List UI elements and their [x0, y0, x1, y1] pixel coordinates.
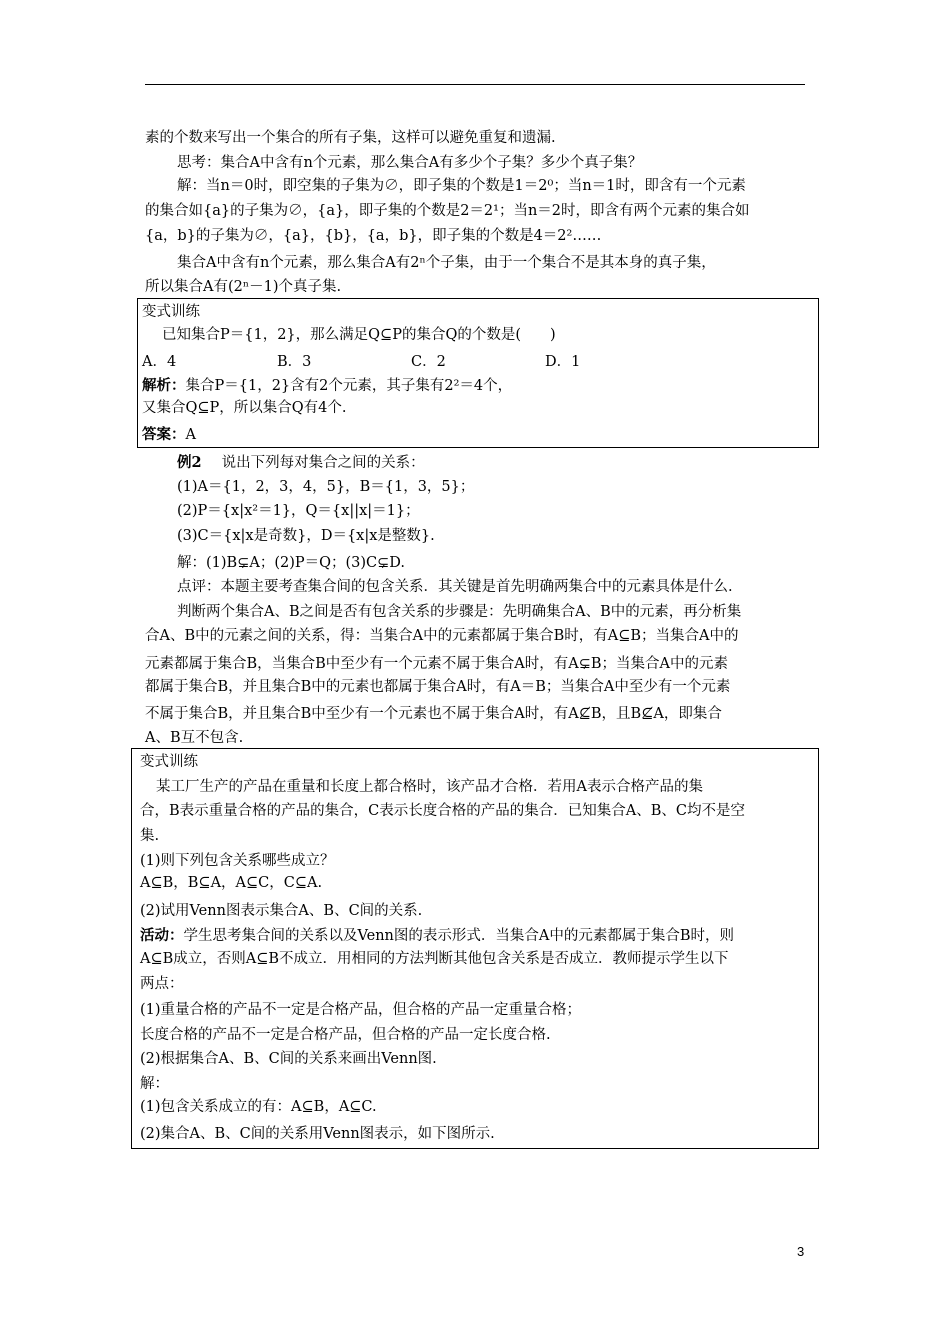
solution-line: (2)集合A、B、C间的关系用Venn图表示，如下图所示. — [140, 1126, 495, 1142]
problem-line: 集. — [140, 828, 160, 844]
analysis-line — [142, 376, 512, 396]
step-line: 不属于集合B，并且集合B中至少有一个元素也不属于集合A时，有A⊈B，且B⊈A，即集合 — [145, 706, 722, 722]
step-line: 合A、B中的元素之间的关系，得：当集合A中的元素都属于集合B时，有A⊆B；当集合A中的 — [145, 628, 739, 644]
option-b: B．3 — [277, 354, 312, 370]
example-item: (2)P＝{x|x²＝1}，Q＝{x||x|＝1}； — [177, 503, 420, 519]
question: 已知集合P＝{1，2}，那么满足Q⊆P的集合Q的个数是( ) — [162, 327, 556, 343]
header-rule — [145, 84, 805, 85]
step-line: A、B互不包含. — [145, 730, 244, 746]
point-line: (1)重量合格的产品不一定是合格产品，但合格的产品一定重量合格； — [140, 1002, 582, 1018]
example-solution: 解：(1)B⊊A；(2)P＝Q；(3)C⊊D. — [177, 555, 405, 571]
point-line: 长度合格的产品不一定是合格产品，但合格的产品一定长度合格. — [140, 1027, 551, 1043]
page-number: 3 — [797, 1244, 805, 1259]
example-comment: 点评：本题主要考查集合间的包含关系．其关键是首先明确两集合中的元素具体是什么. — [177, 579, 733, 595]
option-d: D．1 — [545, 354, 581, 370]
step-line: 判断两个集合A、B之间是否有包含关系的步骤是：先明确集合A、B中的元素，再分析集 — [177, 604, 742, 620]
option-c: C．2 — [411, 354, 446, 370]
activity-line: A⊆B成立，否则A⊆B不成立．用相同的方法判断其他包含关系是否成立．教师提示学生以下 — [140, 951, 729, 967]
text-line: 的集合如{a}的子集为∅，{a}，即子集的个数是2＝2¹；当n＝2时，即含有两个元素的集合如 — [145, 203, 750, 219]
question-2: (2)试用Venn图表示集合A、B、C间的关系. — [140, 903, 423, 919]
point-line: (2)根据集合A、B、C间的关系来画出Venn图. — [140, 1051, 437, 1067]
answer-text: A — [185, 427, 196, 443]
activity-line: 两点： — [140, 976, 184, 992]
box-title: 变式训练 — [140, 754, 198, 770]
solution-line: (1)包含关系成立的有：A⊆B，A⊆C. — [140, 1099, 377, 1115]
example-item: (3)C＝{x|x是奇数}，D＝{x|x是整数}. — [177, 528, 435, 544]
example-heading — [177, 453, 425, 473]
activity-line — [140, 926, 734, 946]
analysis-line-2: 又集合Q⊆P，所以集合Q有4个. — [142, 400, 347, 416]
step-line: 都属于集合B，并且集合B中的元素也都属于集合A时，有A＝B；当集合A中至少有一个元素 — [145, 679, 731, 695]
question-1-options: A⊆B，B⊆A，A⊆C，C⊆A. — [140, 875, 323, 891]
question-1: (1)则下列包含关系哪些成立？ — [140, 853, 335, 869]
exercise-box-1 — [137, 298, 819, 448]
text-line: 所以集合A有(2ⁿ－1)个真子集. — [145, 279, 342, 295]
text-line: 集合A中含有n个元素，那么集合A有2ⁿ个子集，由于一个集合不是其本身的真子集， — [177, 255, 716, 271]
activity-text: 学生思考集合间的关系以及Venn图的表示形式．当集合A中的元素都属于集合B时，则 — [183, 928, 735, 944]
box-title: 变式训练 — [142, 304, 200, 320]
activity-label: 活动： — [140, 927, 184, 944]
example-label: 例2 — [177, 454, 202, 471]
answer-line — [142, 425, 196, 445]
step-line: 元素都属于集合B，当集合B中至少有一个元素不属于集合A时，有A⊊B；当集合A中的元素 — [145, 656, 729, 672]
analysis-label: 解析： — [142, 377, 186, 394]
problem-line: 某工厂生产的产品在重量和长度上都合格时，该产品才合格．若用A表示合格产品的集 — [156, 779, 703, 795]
example-item: (1)A＝{1，2，3，4，5}，B＝{1，3，5}； — [177, 479, 475, 495]
text-line: 思考：集合A中含有n个元素，那么集合A有多少个子集？多少个真子集？ — [177, 155, 643, 171]
example-title: 说出下列每对集合之间的关系： — [221, 455, 425, 471]
solution-label: 解： — [140, 1076, 169, 1092]
analysis-text: 集合P＝{1，2}含有2个元素，其子集有2²＝4个， — [185, 378, 513, 394]
text-line: 素的个数来写出一个集合的所有子集，这样可以避免重复和遗漏. — [145, 130, 556, 146]
option-a: A．4 — [142, 354, 177, 370]
answer-label: 答案： — [142, 426, 186, 443]
problem-line: 合，B表示重量合格的产品的集合，C表示长度合格的产品的集合．已知集合A、B、C均不是空 — [140, 803, 745, 819]
text-line: {a，b}的子集为∅，{a}，{b}，{a，b}，即子集的个数是4＝2²…… — [145, 228, 602, 244]
text-line: 解：当n＝0时，即空集的子集为∅，即子集的个数是1＝2⁰；当n＝1时，即含有一个元素 — [177, 178, 746, 194]
